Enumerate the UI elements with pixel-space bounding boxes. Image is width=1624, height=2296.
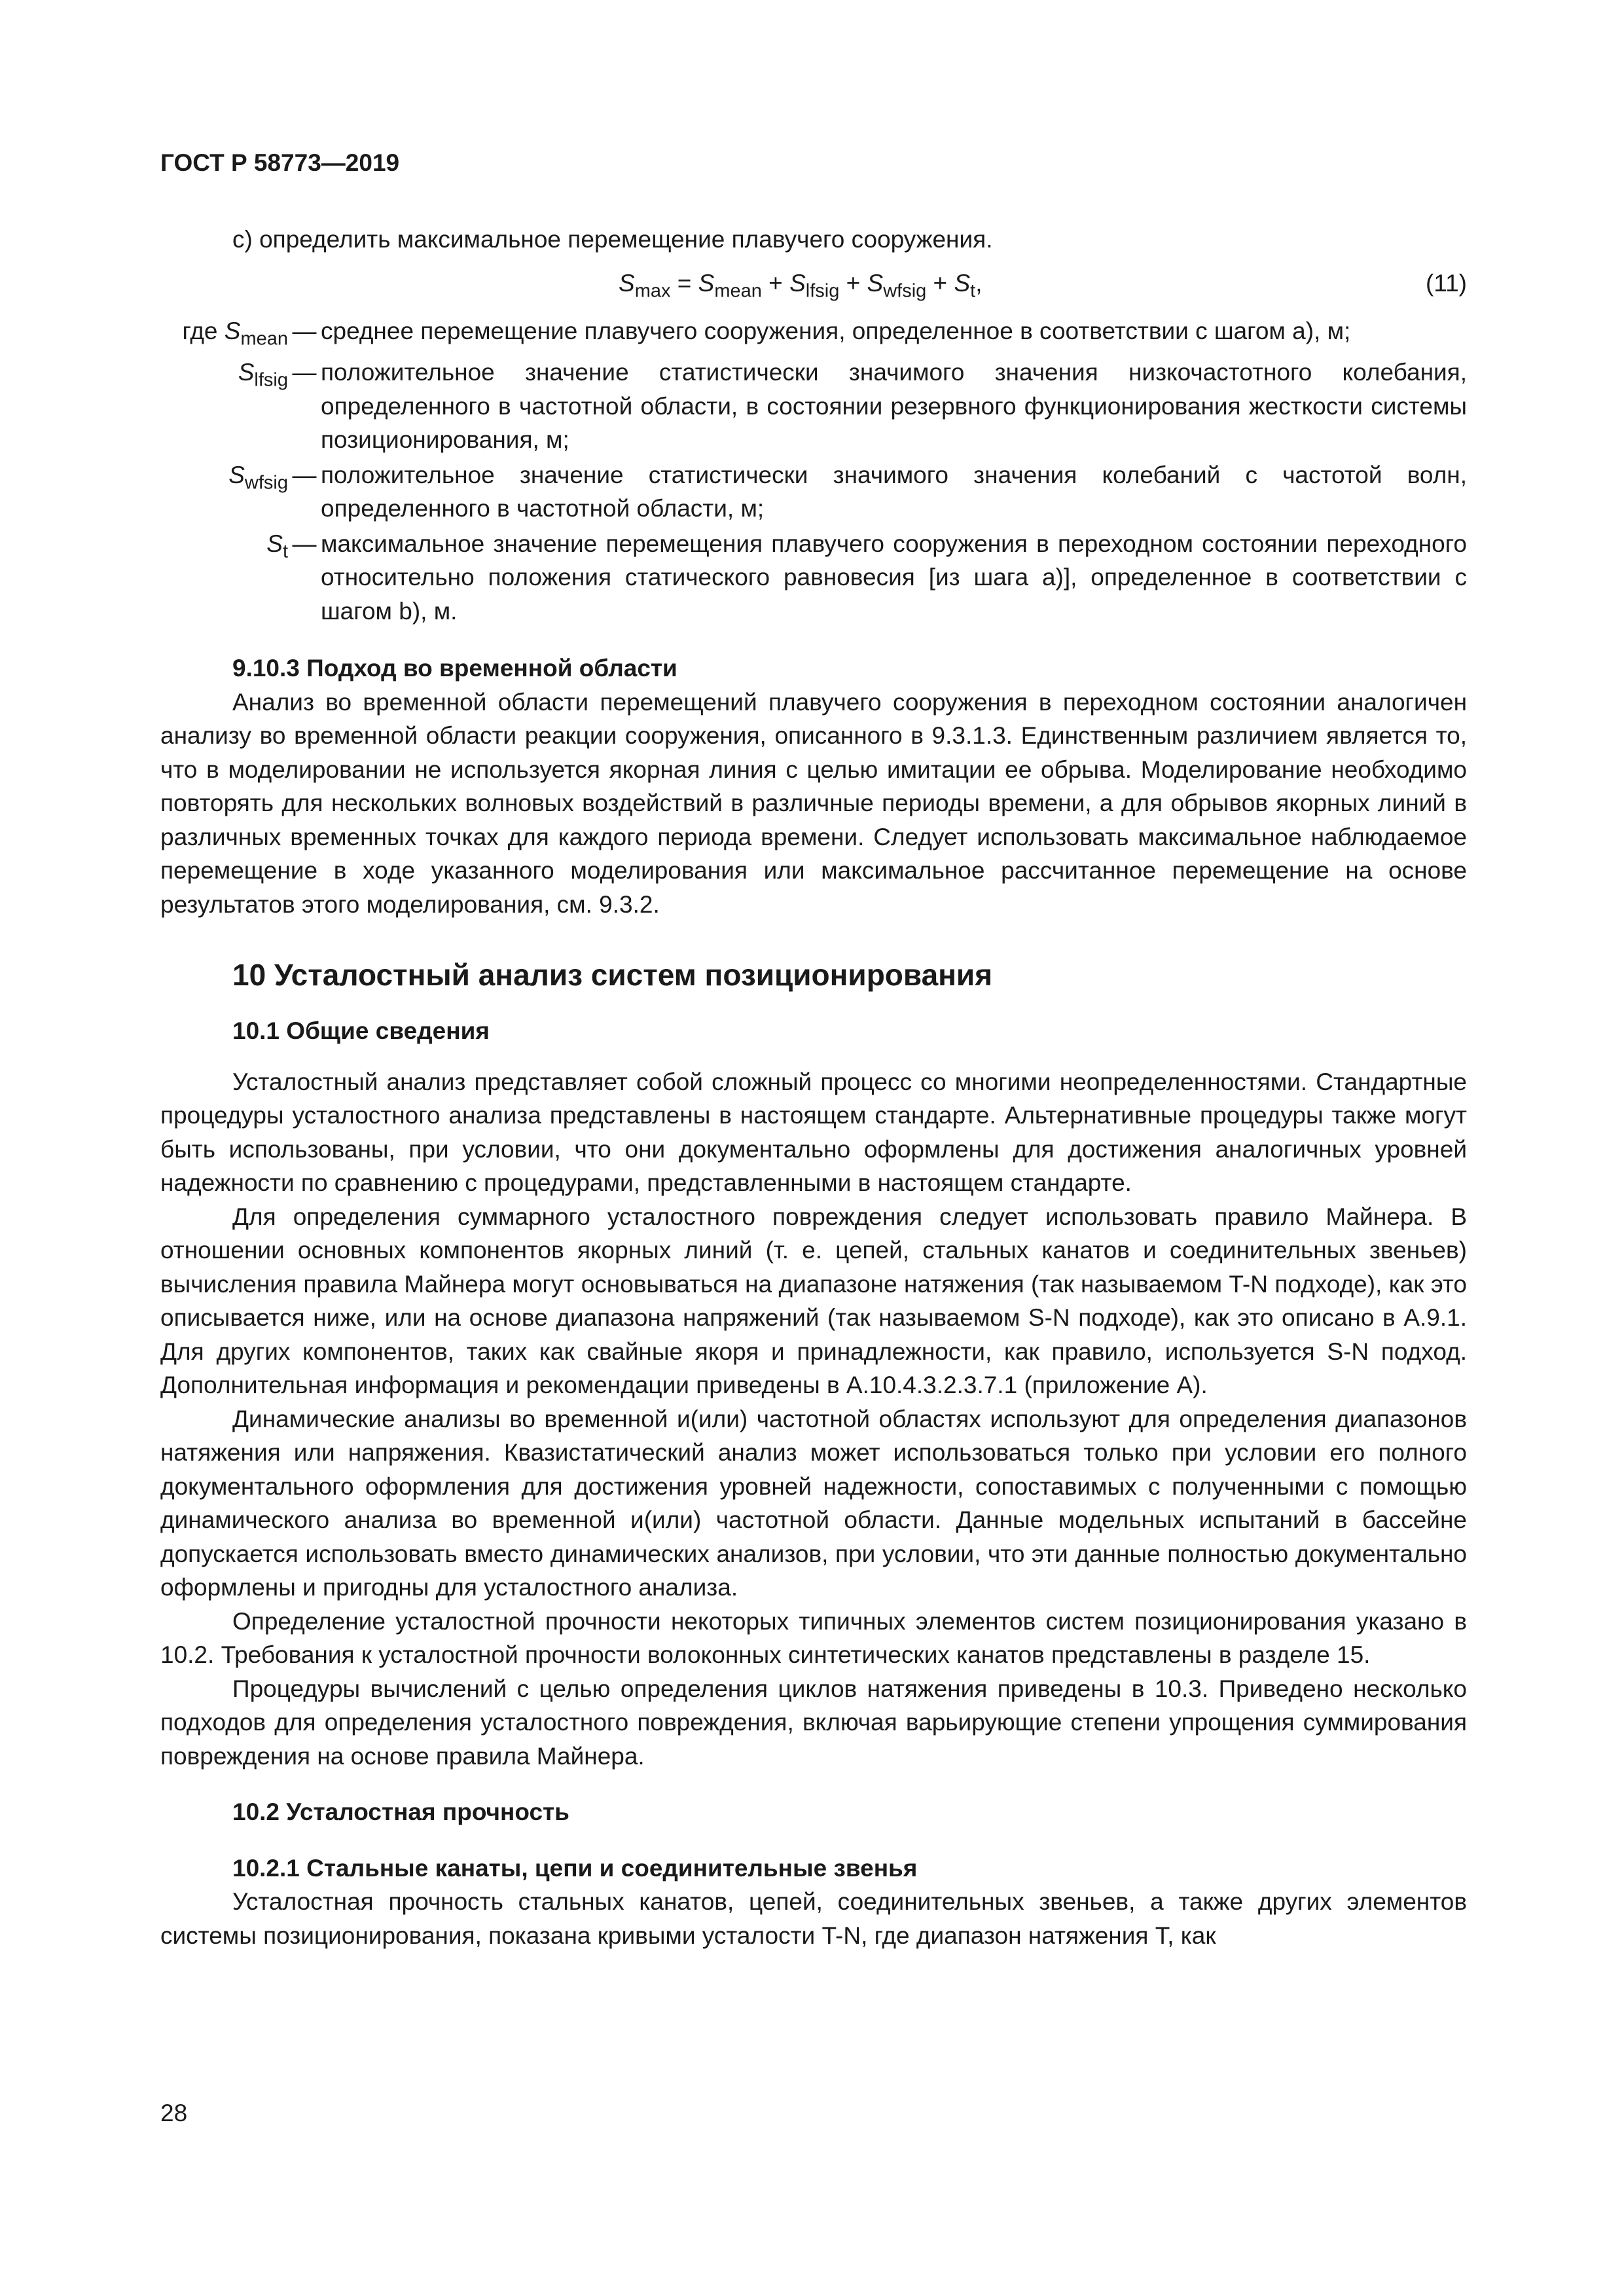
where-symbol-mean: где $S_{mean}$ xyxy=(182,317,288,349)
paragraph-10-1-1: Усталостный анализ представляет собой сложный процесс со многими неопределенностями. Стандартные процедуры усталостного анализа представлены в настоящем стандарте. Альтернативные процедуры также могут быть использованы, при условии, что они документально оформлены для достижения аналогичных уровней надежности по сравнению с процедурами, представленными в настоящем стандарте. xyxy=(160,1068,1467,1197)
variable-definitions: где $S_{mean}$ — среднее перемещение плавучего сооружения, определенное в соответствии с шагом а), м; $S_{lfsig}$ — положительное значение статистически значимого значения низкочастотного колебания, определенного в частотной области, в состоянии резервного функционирования жесткости системы позиционирования, м; $S_{wfsig}$ — положительное значение статистически значимого значения колебаний с частотой волн, определенного в частотной области, м; $S_t$ — максимальное значение перемещения плавучего сооружения в переходном состоянии переходного относительно положения статического равновесия [из шага а)], определенное в соответствии с шагом b), м. xyxy=(160,314,1467,630)
step-c-text: с) определить максимальное перемещение плавучего сооружения. xyxy=(232,226,993,253)
where-symbol-lfsig: $S_{lfsig}$ xyxy=(238,359,288,391)
paragraph-9-10-3: Анализ во временной области перемещений плавучего сооружения в переходном состоянии аналогичен анализу во временной области реакции сооружения, описанного в 9.3.1.3. Единственным различием является то, что в моделировании не используется якорная линия с целью имитации ее обрыва. Моделирование необходимо повторять для нескольких волновых воздействий в различные периоды времени, а для обрывов якорных линий в различных временных точках для каждого периода времени. Следует использовать максимальное наблюдаемое перемещение в ходе указанного моделирования или максимальное рассчитанное перемещение на основе результатов этого моделирования, см. 9.3.2. xyxy=(160,688,1467,918)
paragraph-10-2-1: Усталостная прочность стальных канатов, цепей, соединительных звеньев, а также других элементов системы позиционирования, показана кривыми усталости T-N, где диапазон натяжения T, как xyxy=(160,1888,1467,1949)
page-number: 28 xyxy=(160,2100,188,2126)
standard-header: ГОСТ Р 58773—2019 xyxy=(160,149,400,176)
heading-10-2: 10.2 Усталостная прочность xyxy=(232,1798,569,1826)
equation-body: $S_{max} = S_{mean} + S_{lfsig} + S_{wfsig} + S_t$, xyxy=(619,269,983,301)
paragraph-10-1-5: Процедуры вычислений с целью определения циклов натяжения приведены в 10.3. Приведено несколько подходов для определения усталостного повреждения, включая варьирующие степени упрощения суммирования повреждения на основе правила Майнера. xyxy=(160,1675,1467,1770)
equation-number: (11) xyxy=(1425,269,1467,297)
where-definition-mean: среднее перемещение плавучего сооружения, определенное в соответствии с шагом а), м; xyxy=(321,317,1351,344)
heading-10-2-1: 10.2.1 Стальные канаты, цепи и соединительные звенья xyxy=(232,1854,918,1882)
paragraph-10-1-3: Динамические анализы во временной и(или) частотной областях используют для определения диапазонов натяжения или напряжения. Квазистатический анализ может использоваться только при условии его полного документального оформления для достижения уровней надежности, сопоставимых с полученными с помощью динамического анализа во временной и(или) частотной области. Данные модельных испытаний в бассейне допускается использовать вместо динамических анализов, при условии, что эти данные полностью документально оформлены и пригодны для усталостного анализа. xyxy=(160,1405,1467,1601)
where-symbol-wfsig: $S_{wfsig}$ xyxy=(228,461,288,494)
equation-11 xyxy=(160,257,1467,310)
paragraph-10-1-2: Для определения суммарного усталостного повреждения следует использовать правило Майнера. В отношении основных компонентов якорных линий (т. е. цепей, стальных канатов и соединительных звеньев) вычисления правила Майнера могут основываться на диапазоне натяжения (так называемом T-N подходе), как это описывается ниже, или на основе диапазона напряжений (так называемом S-N подходе), как это описано в А.9.1. Для других компонентов, таких как свайные якоря и принадлежности, как правило, используется S-N подход. Дополнительная информация и рекомендации приведены в А.10.4.3.2.3.7.1 (приложение А). xyxy=(160,1203,1467,1399)
heading-10-1: 10.1 Общие сведения xyxy=(232,1017,490,1045)
heading-9-10-3: 9.10.3 Подход во временной области xyxy=(232,655,677,682)
heading-section-10: 10 Усталостный анализ систем позиционирования xyxy=(232,958,993,993)
where-definition-wfsig: положительное значение статистически значимого значения колебаний с частотой волн, определенного в частотной области, м; xyxy=(321,461,1467,522)
where-symbol-t: $S_t$ xyxy=(266,530,288,562)
page-content xyxy=(160,223,1467,1952)
where-definition-lfsig: положительное значение статистически значимого значения низкочастотного колебания, определенного в частотной области, в состоянии резервного функционирования жесткости системы позиционирования, м; xyxy=(321,359,1467,454)
where-definition-t: максимальное значение перемещения плавучего сооружения в переходном состоянии переходного относительно положения статического равновесия [из шага а)], определенное в соответствии с шагом b), м. xyxy=(321,530,1467,625)
paragraph-10-1-4: Определение усталостной прочности некоторых типичных элементов систем позиционирования указано в 10.2. Требования к усталостной прочности волоконных синтетических канатов представлены в разделе 15. xyxy=(160,1607,1467,1669)
